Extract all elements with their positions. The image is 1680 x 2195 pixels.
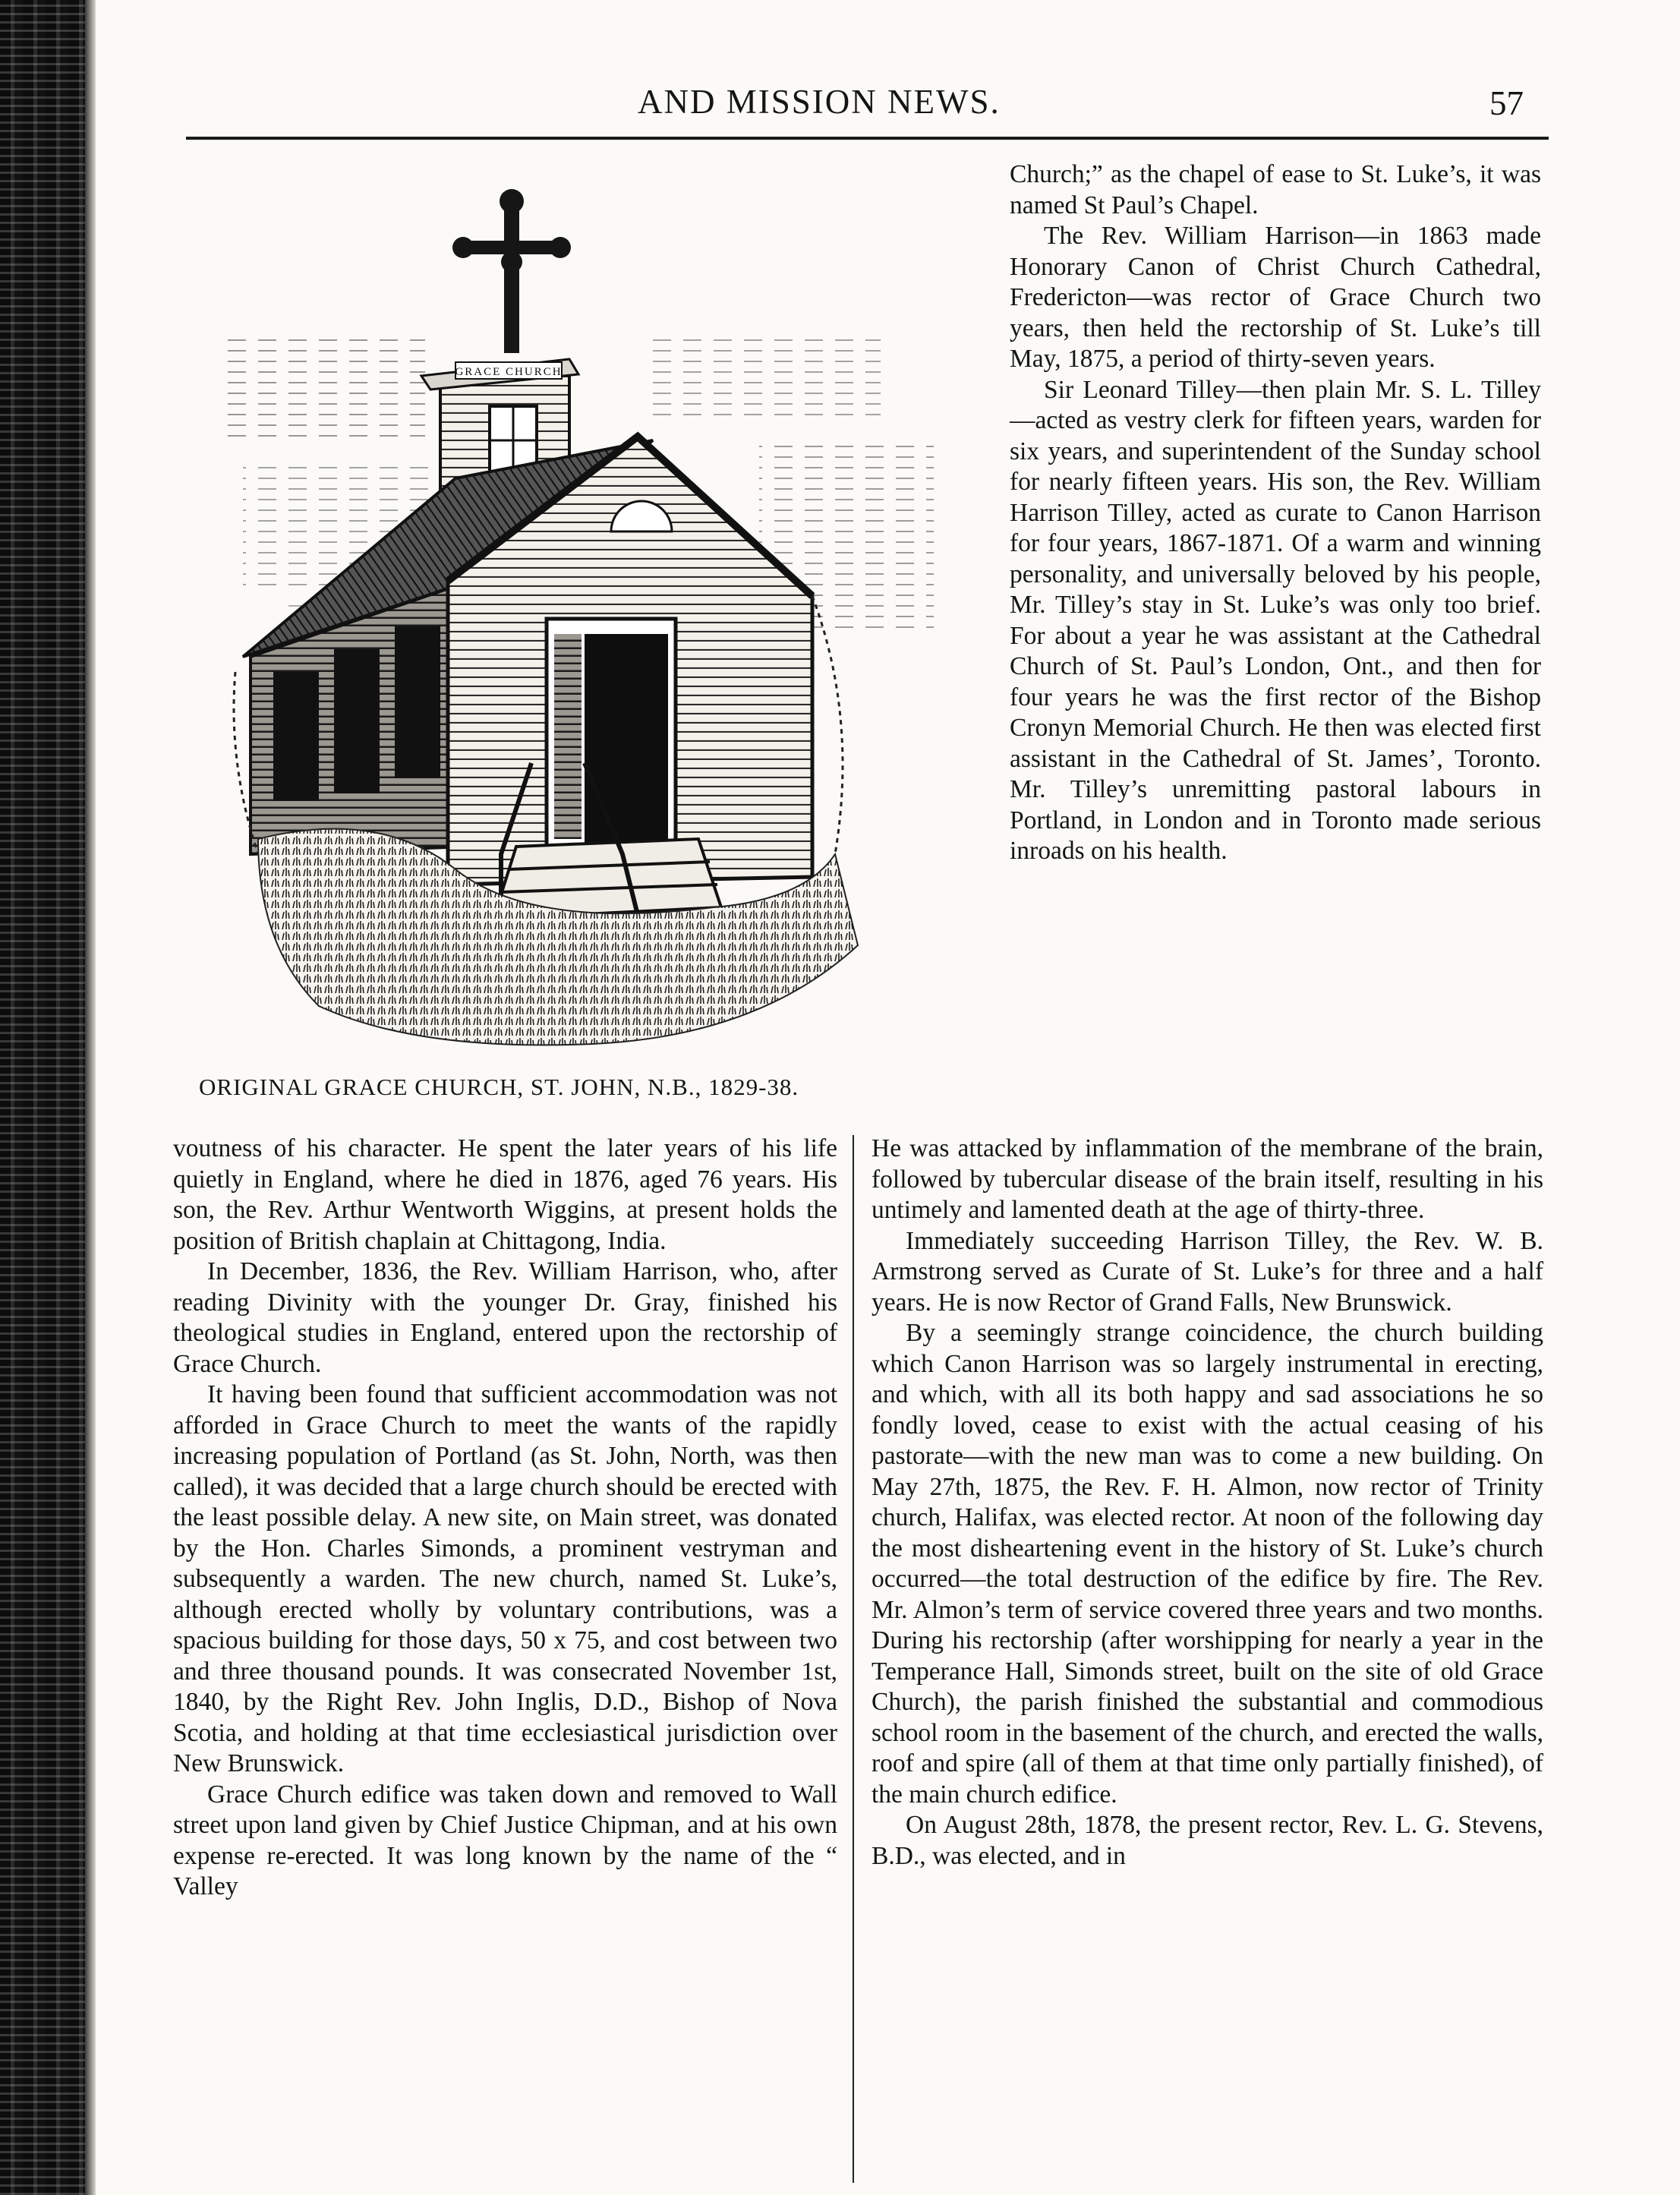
header-rule — [186, 137, 1549, 140]
right-column-bottom — [872, 1134, 1543, 1872]
paragraph: He was attacked by inflammation of the membrane of the brain, followed by tubercular disease of the brain itself, resulting in his untimely and lamented death at the age of thirty-three. — [872, 1134, 1543, 1224]
running-head: AND MISSION NEWS. — [638, 83, 1001, 121]
paragraph: On August 28th, 1878, the present rector, Rev. L. G. Stevens, B.D., was elected, and in — [872, 1811, 1543, 1870]
paragraph: Grace Church edifice was taken down and removed to Wall street upon land given by Chief Justice Chipman, and at his own expense re-erected. It was long known by the name of the “ Valley — [173, 1780, 837, 1900]
paragraph: voutness of his character. He spent the later years of his life quietly in England, where he died in 1876, aged 76 years. His son, the Rev. Arthur Wentworth Wiggins, at present holds the position of British chaplain at Chittagong, India. — [173, 1134, 837, 1255]
column-divider — [853, 1135, 854, 2183]
book-binding-edge — [0, 0, 91, 2195]
paragraph: In December, 1836, the Rev. William Harrison, who, after reading Divinity with the younger Dr. Gray, finished his theological studies in England, entered upon the rectorship of Grace Church. — [173, 1257, 837, 1378]
church-engraving — [228, 186, 957, 1067]
binding-shadow — [85, 0, 96, 2195]
paragraph: By a seemingly strange coincidence, the church building which Canon Harrison was so largely instrumental in erecting, and which, with all its both happy and sad associations he so fondly loved, cease to exist with the actual ceasing of his pastorate—with the new man was to come a new building. On May 27th, 1875, the Rev. F. H. Almon, now rector of Trinity church, Halifax, was elected rector. At noon of the following day the most disheartening event in the history of St. Luke’s church occurred—the total destruction of the edifice by fire. The Rev. Mr. Almon’s term of service covered three years and two months. During his rectorship (after worshipping for nearly a year in the Temperance Hall, Simonds street, built on the site of old Grace Church), the parish finished the substantial and commodious school room in the basement of the church, and erected the walls, roof and spire (all of them at that time only partially finished), of the main church edifice. — [872, 1319, 1543, 1809]
paragraph: The Rev. William Harrison—in 1863 made Honorary Canon of Christ Church Cathedral, Fredericton—was rector of Grace Church two years, then held the rectorship of St. Luke’s till May, 1875, a period of thirty-seven years. — [1010, 222, 1541, 373]
tower-sign-text: GRACE CHURCH — [455, 366, 563, 378]
left-column — [173, 1134, 837, 1903]
page-number: 57 — [1489, 84, 1524, 122]
paragraph: It having been found that sufficient accommodation was not afforded in Grace Church to meet the wants of the rapidly increasing population of Portland (as St. John, North, was then called), it was decided that a large church should be erected with the least possible delay. A new site, on Main street, was donated by the Hon. Charles Simonds, a prominent vestryman and subsequently a warden. The new church, named St. Luke’s, although erected wholly by voluntary contributions, was a spacious building for those days, 50 x 75, and cost between two and three thousand pounds. It was consecrated November 1st, 1840, by the Right Rev. John Inglis, D.D., Bishop of Nova Scotia, and holding at that time ecclesiastical jurisdiction over New Brunswick. — [173, 1380, 837, 1777]
figure-caption: ORIGINAL GRACE CHURCH, ST. JOHN, N.B., 1829-38. — [199, 1074, 799, 1100]
cross — [452, 189, 571, 353]
paragraph: Immediately succeeding Harrison Tilley, the Rev. W. B. Armstrong served as Curate of St. Luke’s for three and a half years. He is now Rector of Grand Falls, New Brunswick. — [872, 1226, 1543, 1317]
right-column-top — [1010, 159, 1541, 867]
paragraph: Sir Leonard Tilley—then plain Mr. S. L. Tilley—acted as vestry clerk for fifteen years, warden for six years, and superintendent of the Sunday school for nearly fifteen years. His son, the Rev. William Harrison Tilley, acted as curate to Canon Harrison for four years, 1867-1871. Of a warm and winning personality, and universally beloved by his people, Mr. Tilley’s stay in St. Luke’s was only too brief. For about a year he was assistant at the Cathedral Church of St. Paul’s London, Ont., and then for four years he was the first rector of the Bishop Cronyn Memorial Church. He then was elected first assistant in the Cathedral of St. James’, Toronto. Mr. Tilley’s unremitting pastoral labours in Portland, in London and in Toronto made serious inroads on his health. — [1010, 375, 1541, 865]
paragraph: Church;” as the chapel of ease to St. Luke’s, it was named St Paul’s Chapel. — [1010, 160, 1541, 219]
